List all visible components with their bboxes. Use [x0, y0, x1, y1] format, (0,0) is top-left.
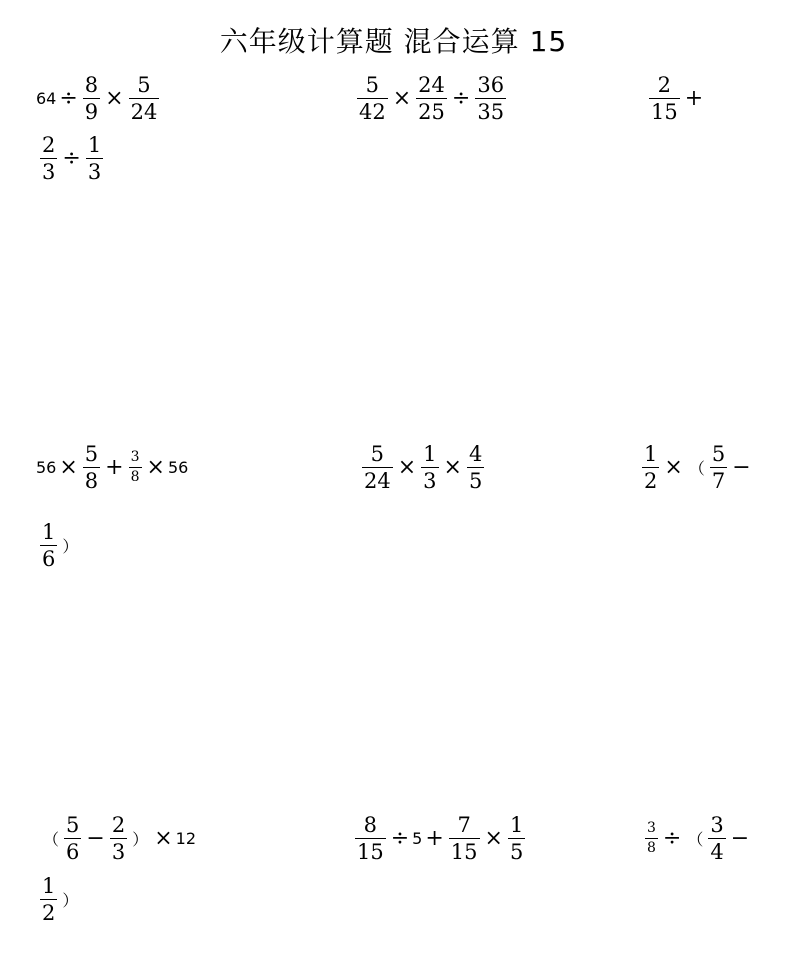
- fraction-bar: [110, 838, 127, 839]
- parenthesis: ）: [62, 537, 79, 557]
- operator: ×: [105, 86, 124, 112]
- denominator: 8: [130, 469, 140, 486]
- problem-4-line-2: [38, 521, 81, 570]
- denominator: 5: [468, 469, 483, 494]
- operator: +: [684, 86, 704, 112]
- parenthesis: （: [688, 459, 705, 479]
- operator: ×: [59, 455, 78, 481]
- fraction-bar: [129, 98, 160, 99]
- number: 12: [175, 829, 197, 849]
- numerator: 3: [710, 813, 724, 837]
- denominator: 3: [423, 469, 437, 494]
- problem-1-line-2: [38, 134, 105, 183]
- fraction-bar: [475, 98, 506, 99]
- number: 64: [36, 89, 57, 109]
- fraction: [475, 74, 506, 123]
- denominator: 3: [42, 160, 56, 185]
- fraction-bar: [467, 467, 484, 468]
- operator: ×: [154, 826, 173, 852]
- denominator: 9: [84, 100, 99, 125]
- fraction-bar: [508, 838, 525, 839]
- problem-5: [360, 443, 486, 492]
- fraction: [129, 74, 160, 123]
- numerator: 5: [137, 73, 151, 97]
- denominator: 4: [710, 840, 724, 865]
- numerator: 36: [477, 73, 505, 97]
- denominator: 15: [450, 840, 478, 865]
- fraction: [449, 814, 480, 863]
- fraction-bar: [416, 98, 447, 99]
- fraction: [86, 134, 103, 183]
- operator: ×: [664, 455, 683, 481]
- denominator: 8: [84, 469, 99, 494]
- fraction: [40, 875, 57, 924]
- fraction-bar: [710, 467, 727, 468]
- operator: −: [730, 826, 750, 852]
- fraction-bar: [708, 838, 725, 839]
- numerator: 5: [370, 442, 385, 466]
- fraction: [467, 443, 484, 492]
- operator: ÷: [59, 86, 78, 112]
- denominator: 3: [111, 840, 126, 865]
- numerator: 2: [42, 133, 56, 157]
- parenthesis: ）: [132, 830, 149, 850]
- numerator: 4: [468, 442, 483, 466]
- parenthesis: （: [43, 830, 60, 850]
- numerator: 5: [711, 442, 726, 466]
- operator: +: [105, 455, 124, 481]
- page-title: 六年级计算题 混合运算 15: [219, 25, 568, 58]
- numerator: 1: [423, 442, 437, 466]
- numerator: 2: [111, 813, 126, 837]
- denominator: 35: [477, 100, 505, 125]
- operator: −: [732, 455, 751, 481]
- fraction-bar: [421, 467, 438, 468]
- fraction-bar: [83, 467, 100, 468]
- denominator: 6: [42, 547, 56, 572]
- fraction: [357, 74, 388, 123]
- numerator: 8: [363, 813, 378, 837]
- fraction-bar: [649, 98, 680, 99]
- denominator: 6: [66, 840, 80, 865]
- operator: ÷: [662, 826, 682, 852]
- fraction: [362, 443, 393, 492]
- problem-7-line-1: [40, 814, 196, 863]
- numerator: 1: [42, 874, 56, 898]
- fraction: [649, 74, 680, 123]
- numerator: 1: [509, 813, 524, 837]
- fraction-bar: [40, 545, 57, 546]
- denominator: 2: [644, 469, 658, 494]
- denominator: 7: [711, 469, 726, 494]
- denominator: 2: [42, 901, 56, 926]
- fraction-bar: [83, 98, 100, 99]
- problem-2: [355, 74, 508, 123]
- denominator: 24: [130, 100, 158, 125]
- problem-9: [643, 814, 752, 863]
- problem-7-line-2: [38, 875, 81, 924]
- operator: ×: [484, 826, 503, 852]
- fraction: [645, 821, 658, 855]
- fraction-bar: [129, 467, 142, 468]
- fraction-bar: [362, 467, 393, 468]
- denominator: 15: [357, 840, 384, 865]
- fraction-bar: [40, 899, 57, 900]
- operator: ×: [443, 455, 462, 481]
- number: 5: [412, 829, 423, 849]
- parenthesis: ）: [62, 891, 79, 911]
- fraction-bar: [355, 838, 386, 839]
- denominator: 3: [87, 160, 102, 185]
- fraction: [642, 443, 659, 492]
- operator: ×: [397, 455, 417, 481]
- numerator: 24: [418, 73, 445, 97]
- denominator: 15: [651, 100, 678, 125]
- fraction: [129, 450, 142, 484]
- problem-8: [353, 814, 527, 863]
- numerator: 1: [42, 520, 56, 544]
- operator: ÷: [390, 826, 410, 852]
- operator: +: [425, 826, 444, 852]
- denominator: 5: [509, 840, 524, 865]
- problem-3: [647, 74, 706, 123]
- denominator: 42: [359, 100, 386, 125]
- operator: ÷: [62, 146, 81, 172]
- operator: −: [86, 826, 105, 852]
- problem-6: [640, 443, 754, 492]
- numerator: 2: [657, 73, 672, 97]
- operator: ×: [392, 86, 412, 112]
- denominator: 8: [647, 840, 656, 857]
- numerator: 5: [365, 73, 380, 97]
- fraction-bar: [642, 467, 659, 468]
- numerator: 3: [130, 449, 140, 466]
- parenthesis: （: [687, 830, 704, 850]
- numerator: 1: [87, 133, 102, 157]
- fraction: [355, 814, 386, 863]
- problem-1-line-1: [36, 74, 161, 123]
- fraction-bar: [357, 98, 388, 99]
- denominator: 24: [364, 469, 391, 494]
- numerator: 7: [457, 813, 471, 837]
- fraction: [416, 74, 447, 123]
- numerator: 5: [66, 813, 80, 837]
- problem-4-line-1: [36, 443, 188, 492]
- fraction: [64, 814, 81, 863]
- numerator: 3: [647, 820, 656, 837]
- fraction: [708, 814, 725, 863]
- operator: ÷: [451, 86, 471, 112]
- fraction: [83, 74, 100, 123]
- fraction: [421, 443, 438, 492]
- fraction: [40, 521, 57, 570]
- fraction-bar: [86, 158, 103, 159]
- fraction-bar: [40, 158, 57, 159]
- fraction: [83, 443, 100, 492]
- number: 56: [36, 458, 57, 478]
- fraction: [40, 134, 57, 183]
- numerator: 5: [84, 442, 99, 466]
- denominator: 25: [418, 100, 445, 125]
- fraction-bar: [64, 838, 81, 839]
- numerator: 1: [644, 442, 658, 466]
- fraction: [710, 443, 727, 492]
- fraction: [110, 814, 127, 863]
- numerator: 8: [84, 73, 99, 97]
- fraction: [508, 814, 525, 863]
- operator: ×: [146, 455, 165, 481]
- fraction-bar: [449, 838, 480, 839]
- fraction-bar: [645, 838, 658, 839]
- number: 56: [167, 458, 189, 478]
